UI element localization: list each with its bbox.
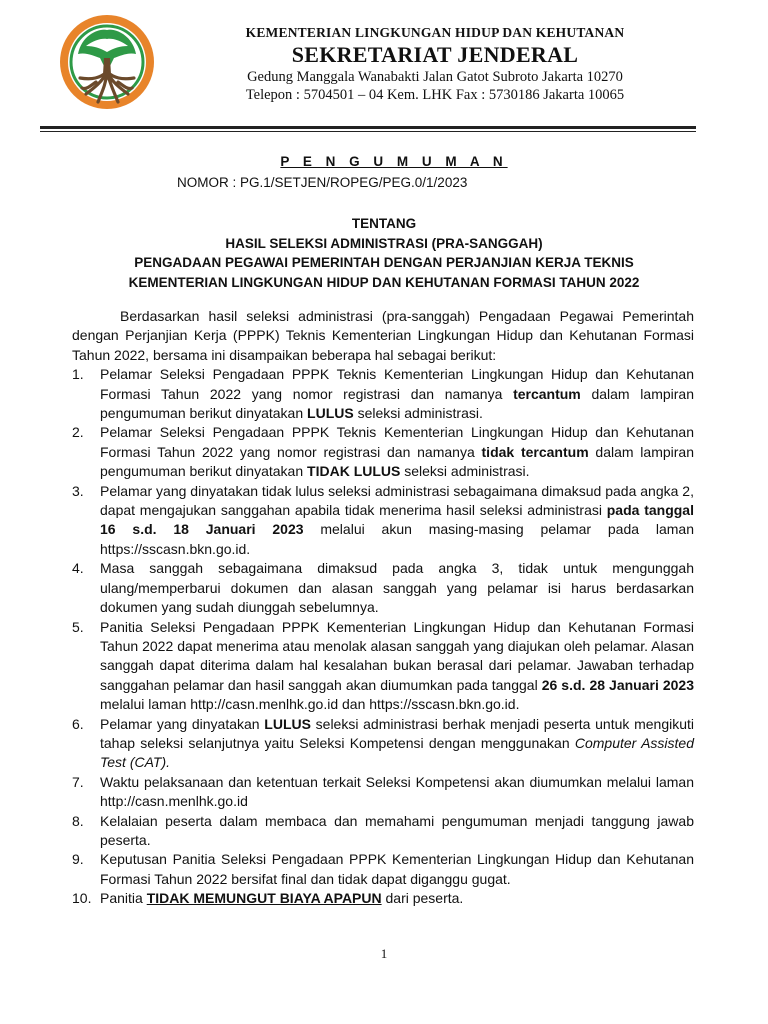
- item-text: Panitia Seleksi Pengadaan PPPK Kementerian Lingkungan Hidup dan Kehutanan Formasi Tahun 2022 dapat menerima atau menolak alasan sanggah yang diajukan oleh pelamar. Alasan sanggah dapat diterima dalam hal kesalahan bukan berasal dari pelamar. Jawaban terhadap sanggahan pelamar dan hasil sanggah akan diumumkan pada tanggal: [100, 618, 694, 693]
- item-emphasis: pada tanggal 16 s.d. 18 Januari 2023: [100, 502, 694, 538]
- item-text: Waktu pelaksanaan dan ketentuan terkait Seleksi Kompetensi akan diumumkan melalui laman http://casn.menlhk.go.id: [100, 773, 694, 810]
- title-line: KEMENTERIAN LINGKUNGAN HIDUP DAN KEHUTANAN FORMASI TAHUN 2022: [128, 274, 640, 290]
- item-number: 3.: [72, 482, 84, 499]
- announcement-title: [0, 214, 768, 292]
- announcement-item: [72, 889, 694, 908]
- klhk-logo-icon: [56, 12, 158, 112]
- item-emphasis: 26 s.d. 28 Januari 2023: [541, 676, 695, 693]
- item-text: Panitia: [100, 890, 147, 907]
- item-emphasis: Computer Assisted Test (CAT).: [100, 734, 695, 771]
- title-line: PENGADAAN PEGAWAI PEMERINTAH DENGAN PERJANJIAN KERJA TEKNIS: [134, 255, 634, 270]
- item-text: Kelalaian peserta dalam membaca dan memahami pengumuman menjadi tanggung jawab peserta.: [100, 812, 694, 848]
- item-text: Keputusan Panitia Seleksi Pengadaan PPPK Kementerian Lingkungan Hidup dan Kehutanan Formasi Tahun 2022 bersifat final dan tidak dapat diganggu gugat.: [100, 851, 694, 887]
- announcement-body: [72, 307, 694, 909]
- letterhead-rule-thick: [40, 126, 696, 129]
- item-text: melalui laman http://casn.menlhk.go.id dan https://sscasn.bkn.go.id.: [100, 696, 520, 713]
- announcement-heading: [0, 152, 768, 292]
- intro-paragraph: Berdasarkan hasil seleksi administrasi (pra-sanggah) Pengadaan Pegawai Pemerintah dengan Perjanjian Kerja (PPPK) Teknis Kementerian Lingkungan Hidup dan Kehutanan Formasi Tahun 2022, bersama ini disampaikan beberapa hal sebagai berikut:: [72, 308, 694, 363]
- item-text: dalam lampiran pengumuman berikut dinyatakan: [100, 385, 694, 422]
- announcement-item: [72, 715, 694, 773]
- announcement-item: [72, 365, 694, 423]
- item-number: 1.: [72, 366, 84, 383]
- item-emphasis: LULUS: [307, 405, 354, 422]
- announcement-items: [72, 365, 694, 908]
- item-text: dalam lampiran pengumuman berikut dinyatakan: [100, 443, 694, 480]
- announcement-item: [72, 618, 694, 715]
- item-number: 9.: [72, 851, 84, 868]
- item-number: 6.: [72, 715, 84, 732]
- item-emphasis: tercantum: [513, 385, 581, 402]
- office-phone: Telepon : 5704501 – 04 Kem. LHK Fax : 5730186 Jakarta 10065: [245, 87, 625, 103]
- item-number: 8.: [72, 812, 84, 829]
- office-address: Gedung Manggala Wanabakti Jalan Gatot Subroto Jakarta 10270: [247, 69, 623, 85]
- secretariat-name: SEKRETARIAT JENDERAL: [291, 42, 579, 67]
- item-number: 5.: [72, 618, 84, 635]
- letterhead-rule-thin: [40, 131, 696, 132]
- item-number: 10.: [72, 890, 92, 907]
- letterhead: [0, 0, 768, 140]
- item-text: Pelamar Seleksi Pengadaan PPPK Teknis Kementerian Lingkungan Hidup dan Kehutanan Formasi Tahun 2022 yang nomor registrasi dan namanya: [100, 366, 694, 402]
- tentang-label: TENTANG: [351, 216, 417, 231]
- item-text: seleksi administrasi berhak menjadi peserta untuk mengikuti tahap seleksi selanjutnya yaitu Seleksi Kompetensi dengan menggunakan: [100, 715, 695, 751]
- item-text: Pelamar Seleksi Pengadaan PPPK Teknis Kementerian Lingkungan Hidup dan Kehutanan Formasi Tahun 2022 yang nomor registrasi dan namanya: [100, 424, 694, 460]
- item-emphasis: TIDAK MEMUNGUT BIAYA APAPUN: [146, 890, 382, 907]
- item-text: Masa sanggah sebagaimana dimaksud pada angka 3, tidak untuk mengunggah ulang/memperbarui dokumen dan alasan sanggah yang pelamar isi harus berdasarkan dokumen yang sudah diunggah sebelumnya.: [100, 560, 694, 616]
- announcement-item: [72, 559, 694, 617]
- item-text: Pelamar yang dinyatakan tidak lulus seleksi administrasi sebagaimana dimaksud pada angka 2, dapat mengajukan sanggahan apabila tidak menerima hasil seleksi administrasi: [100, 482, 694, 519]
- item-number: 4.: [72, 560, 84, 577]
- item-emphasis: TIDAK LULUS: [307, 463, 401, 480]
- announcement-item: [72, 482, 694, 560]
- announcement-item: [72, 773, 694, 812]
- item-text: seleksi administrasi.: [353, 405, 483, 422]
- announcement-number: NOMOR : PG.1/SETJEN/ROPEG/PEG.0/1/2023: [177, 175, 468, 190]
- item-number: 7.: [72, 773, 84, 790]
- item-text: seleksi administrasi.: [400, 463, 530, 480]
- announcement-item: [72, 850, 694, 889]
- item-text: melalui akun masing-masing pelamar pada laman https://sscasn.bkn.go.id.: [100, 521, 695, 557]
- ministry-name: KEMENTERIAN LINGKUNGAN HIDUP DAN KEHUTANAN: [245, 25, 625, 40]
- letterhead-text: [190, 24, 680, 104]
- announcement-label: P E N G U M U M A N: [280, 154, 508, 169]
- item-emphasis: LULUS: [264, 715, 311, 732]
- item-number: 2.: [72, 424, 84, 441]
- announcement-item: [72, 812, 694, 851]
- announcement-item: [72, 423, 694, 481]
- item-emphasis: tidak tercantum: [481, 443, 589, 460]
- item-text: dari peserta.: [381, 890, 464, 907]
- page-number: 1: [380, 946, 388, 961]
- title-line: HASIL SELEKSI ADMINISTRASI (PRA-SANGGAH): [225, 235, 543, 251]
- item-text: Pelamar yang dinyatakan: [100, 715, 265, 732]
